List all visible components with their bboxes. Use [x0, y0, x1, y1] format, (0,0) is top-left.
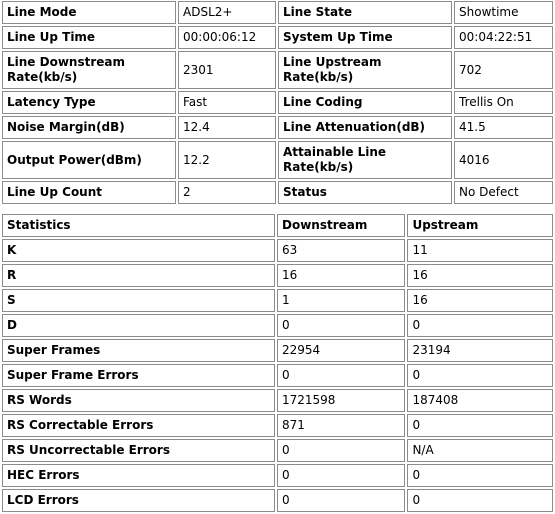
statistics-row [2, 264, 553, 287]
stat-downstream-value: 0 [277, 439, 405, 462]
line-status-row [2, 1, 553, 24]
attainable-rate-value: 4016 [454, 141, 553, 179]
stat-downstream-value: 0 [277, 464, 405, 487]
line-status-table [0, 0, 555, 206]
stat-upstream-value: 0 [407, 489, 553, 512]
line-status-row [2, 26, 553, 49]
noise-margin-value: 12.4 [178, 116, 276, 139]
stat-name: LCD Errors [2, 489, 275, 512]
statistics-table [0, 212, 555, 514]
stat-name: S [2, 289, 275, 312]
line-status-row [2, 181, 553, 204]
stat-upstream-value: 16 [407, 264, 553, 287]
line-status-row [2, 116, 553, 139]
statistics-header-row [2, 214, 553, 237]
stat-downstream-value: 63 [277, 239, 405, 262]
line-coding-label: Line Coding [278, 91, 452, 114]
line-up-time-value: 00:00:06:12 [178, 26, 276, 49]
downstream-header: Downstream [277, 214, 405, 237]
line-state-value: Showtime [454, 1, 553, 24]
statistics-row [2, 239, 553, 262]
line-up-count-label: Line Up Count [2, 181, 176, 204]
system-up-time-value: 00:04:22:51 [454, 26, 553, 49]
upstream-rate-value: 702 [454, 51, 553, 89]
stat-downstream-value: 1721598 [277, 389, 405, 412]
stat-downstream-value: 0 [277, 314, 405, 337]
stat-name: D [2, 314, 275, 337]
line-status-row [2, 91, 553, 114]
line-coding-value: Trellis On [454, 91, 553, 114]
stat-downstream-value: 16 [277, 264, 405, 287]
system-up-time-label: System Up Time [278, 26, 452, 49]
status-label: Status [278, 181, 452, 204]
statistics-row [2, 289, 553, 312]
statistics-row [2, 364, 553, 387]
line-attenuation-label: Line Attenuation(dB) [278, 116, 452, 139]
statistics-header: Statistics [2, 214, 275, 237]
status-value: No Defect [454, 181, 553, 204]
statistics-row [2, 389, 553, 412]
stat-downstream-value: 1 [277, 289, 405, 312]
line-mode-label: Line Mode [2, 1, 176, 24]
statistics-row [2, 464, 553, 487]
line-up-time-label: Line Up Time [2, 26, 176, 49]
stat-downstream-value: 871 [277, 414, 405, 437]
downstream-rate-value: 2301 [178, 51, 276, 89]
stat-name: Super Frame Errors [2, 364, 275, 387]
statistics-row [2, 314, 553, 337]
latency-type-value: Fast [178, 91, 276, 114]
line-attenuation-value: 41.5 [454, 116, 553, 139]
downstream-rate-label: Line Downstream Rate(kb/s) [2, 51, 176, 89]
statistics-row [2, 489, 553, 512]
stat-upstream-value: 0 [407, 414, 553, 437]
stat-upstream-value: 0 [407, 464, 553, 487]
line-mode-value: ADSL2+ [178, 1, 276, 24]
stat-downstream-value: 0 [277, 489, 405, 512]
stat-name: RS Correctable Errors [2, 414, 275, 437]
line-up-count-value: 2 [178, 181, 276, 204]
stat-downstream-value: 0 [277, 364, 405, 387]
output-power-value: 12.2 [178, 141, 276, 179]
latency-type-label: Latency Type [2, 91, 176, 114]
stat-name: R [2, 264, 275, 287]
statistics-row [2, 339, 553, 362]
stat-upstream-value: 11 [407, 239, 553, 262]
stat-upstream-value: 16 [407, 289, 553, 312]
output-power-label: Output Power(dBm) [2, 141, 176, 179]
stat-name: HEC Errors [2, 464, 275, 487]
stat-downstream-value: 22954 [277, 339, 405, 362]
line-state-label: Line State [278, 1, 452, 24]
stat-upstream-value: 187408 [407, 389, 553, 412]
line-status-row [2, 141, 553, 179]
attainable-rate-label: Attainable Line Rate(kb/s) [278, 141, 452, 179]
stat-name: Super Frames [2, 339, 275, 362]
line-status-row [2, 51, 553, 89]
stat-name: RS Uncorrectable Errors [2, 439, 275, 462]
statistics-row [2, 439, 553, 462]
stat-upstream-value: 0 [407, 314, 553, 337]
stat-upstream-value: N/A [407, 439, 553, 462]
noise-margin-label: Noise Margin(dB) [2, 116, 176, 139]
stat-name: K [2, 239, 275, 262]
stat-name: RS Words [2, 389, 275, 412]
stat-upstream-value: 23194 [407, 339, 553, 362]
stat-upstream-value: 0 [407, 364, 553, 387]
statistics-row [2, 414, 553, 437]
upstream-header: Upstream [407, 214, 553, 237]
upstream-rate-label: Line Upstream Rate(kb/s) [278, 51, 452, 89]
